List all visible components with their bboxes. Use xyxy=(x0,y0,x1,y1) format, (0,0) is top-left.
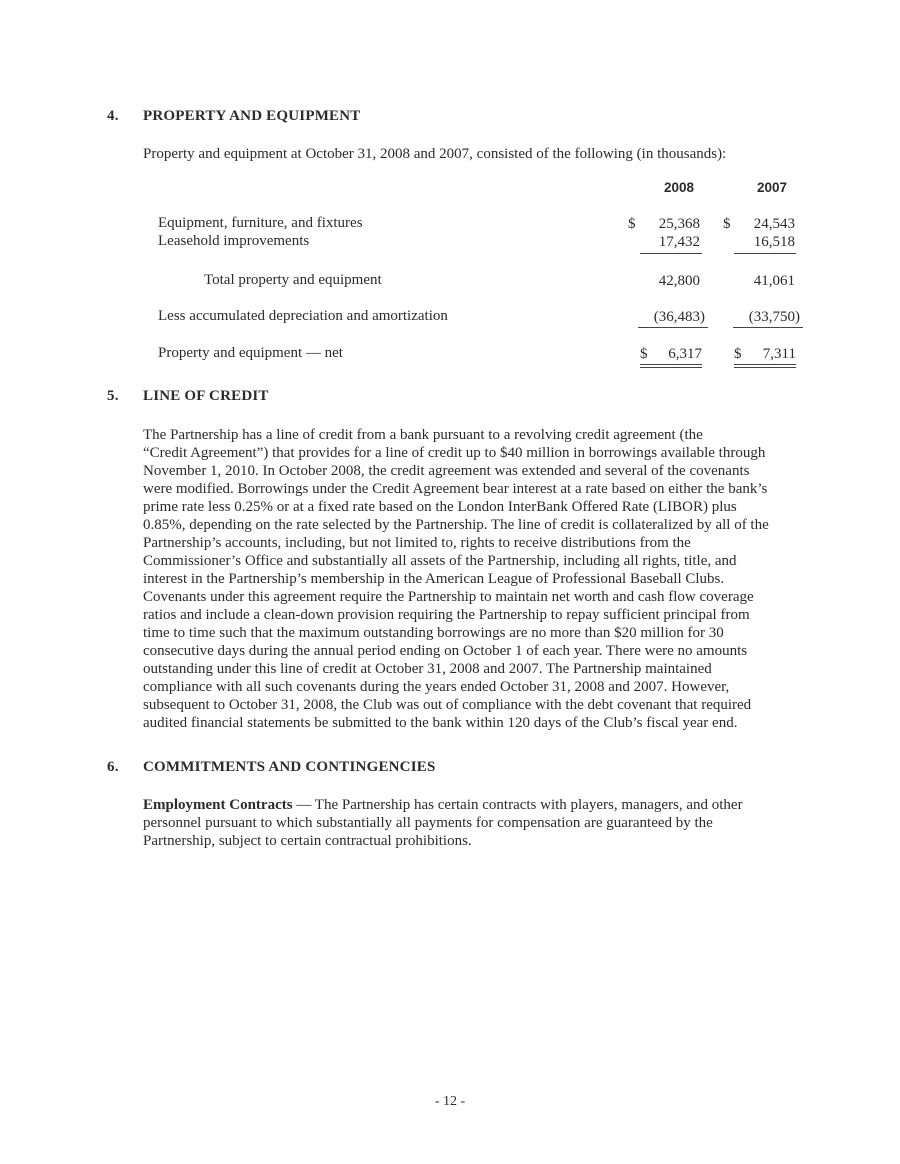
cell-value: 6,317 xyxy=(668,346,702,362)
paragraph-line: Covenants under this agreement require the Partnership to maintain net worth and cash flow coverage xyxy=(143,589,754,605)
section-5-heading xyxy=(107,388,269,405)
paragraph-line: interest in the Partnership’s membership in the American League of Professional Baseball Clubs. xyxy=(143,571,725,587)
cell-value: 7,311 xyxy=(762,346,796,362)
paragraph-line: personnel pursuant to which substantially all payments for compensation are guaranteed by the xyxy=(143,815,713,831)
section-title: LINE OF CREDIT xyxy=(143,388,269,404)
row-label-total: Total property and equipment xyxy=(204,272,382,288)
row-label-equipment: Equipment, furniture, and fixtures xyxy=(158,215,363,231)
cell-net-2008 xyxy=(640,345,702,363)
section-4-heading xyxy=(107,108,361,125)
lead-line-rest: — The Partnership has certain contracts with players, managers, and other xyxy=(292,797,743,813)
subtotal-rule-2007 xyxy=(734,253,796,254)
paragraph-line: compliance with all such covenants during the years ended October 31, 2008 and 2007. However, xyxy=(143,679,730,695)
paragraph-line: audited financial statements be submitted to the bank within 120 days of the Club’s fiscal year end. xyxy=(143,715,738,731)
net-double-rule-top-2008 xyxy=(640,364,702,365)
cell-equipment-2008 xyxy=(628,215,700,233)
row-label-net: Property and equipment — net xyxy=(158,345,343,361)
cell-value: 42,800 xyxy=(658,273,700,289)
row-label-depreciation: Less accumulated depreciation and amortization xyxy=(158,308,448,324)
currency-symbol: $ xyxy=(723,216,731,232)
currency-symbol: $ xyxy=(640,346,648,362)
paragraph-line: 0.85%, depending on the rate selected by the Partnership. The line of credit is collateralized by all of the xyxy=(143,517,769,533)
section-title: PROPERTY AND EQUIPMENT xyxy=(143,108,361,124)
paragraph-line: Commissioner’s Office and substantially all assets of the Partnership, including all rights, title, and xyxy=(143,553,737,569)
cell-value: (36,483) xyxy=(653,309,705,325)
net-double-rule-bottom-2007 xyxy=(734,367,796,368)
currency-symbol: $ xyxy=(628,216,636,232)
paragraph-line: consecutive days during the annual period ending on October 1 of each year. There were no amounts xyxy=(143,643,748,659)
paragraph-line: ratios and include a clean-down provision requiring the Partnership to repay sufficient principal from xyxy=(143,607,750,623)
cell-depreciation-2007 xyxy=(728,308,800,326)
cell-value: 25,368 xyxy=(658,216,700,232)
paragraph-line: Partnership, subject to certain contractual prohibitions. xyxy=(143,833,472,849)
currency-symbol: $ xyxy=(734,346,742,362)
cell-net-2007 xyxy=(734,345,796,363)
paragraph-line: time to time such that the maximum outstanding borrowings are no more than $20 million for 30 xyxy=(143,625,724,641)
cell-value: 41,061 xyxy=(753,273,795,289)
cell-leasehold-2007 xyxy=(723,233,795,251)
employment-contracts-lead: Employment Contracts xyxy=(143,797,293,813)
section-6-heading xyxy=(107,759,436,776)
page-number: - 12 - xyxy=(434,1094,466,1109)
cell-value: 17,432 xyxy=(658,234,700,250)
depreciation-rule-2008 xyxy=(638,327,708,328)
cell-value: (33,750) xyxy=(748,309,800,325)
paragraph-line: The Partnership has a line of credit from a bank pursuant to a revolving credit agreement (the xyxy=(143,427,703,443)
depreciation-rule-2007 xyxy=(733,327,803,328)
section-number: 5. xyxy=(107,388,119,404)
paragraph-line: subsequent to October 31, 2008, the Club was out of compliance with the debt covenant that required xyxy=(143,697,752,713)
net-double-rule-bottom-2008 xyxy=(640,367,702,368)
cell-value: 16,518 xyxy=(753,234,795,250)
line-of-credit-paragraph xyxy=(143,426,823,732)
paragraph-line: outstanding under this line of credit at October 31, 2008 and 2007. The Partnership maintained xyxy=(143,661,712,677)
paragraph-line: Partnership’s accounts, including, but not limited to, rights to receive distributions from the xyxy=(143,535,691,551)
cell-depreciation-2008 xyxy=(633,308,705,326)
cell-value: 24,543 xyxy=(753,216,795,232)
paragraph-line xyxy=(143,796,823,814)
cell-leasehold-2008 xyxy=(628,233,700,251)
column-header-2007: 2007 xyxy=(756,180,787,195)
paragraph-line: prime rate less 0.25% or at a fixed rate based on the London InterBank Offered Rate (LIBOR) plus xyxy=(143,499,737,515)
commitments-paragraph xyxy=(143,796,823,850)
column-header-2008: 2008 xyxy=(663,180,694,195)
paragraph-line: were modified. Borrowings under the Credit Agreement bear interest at a rate based on either the bank’s xyxy=(143,481,768,497)
cell-equipment-2007 xyxy=(723,215,795,233)
cell-total-2007 xyxy=(723,272,795,290)
section-number: 6. xyxy=(107,759,119,775)
subtotal-rule-2008 xyxy=(640,253,702,254)
paragraph-line: “Credit Agreement”) that provides for a line of credit up to $40 million in borrowings available through xyxy=(143,445,766,461)
section-title: COMMITMENTS AND CONTINGENCIES xyxy=(143,759,436,775)
paragraph-line: November 1, 2010. In October 2008, the credit agreement was extended and several of the covenants xyxy=(143,463,750,479)
section-number: 4. xyxy=(107,108,119,124)
row-label-leasehold: Leasehold improvements xyxy=(158,233,310,249)
section-4-intro: Property and equipment at October 31, 2008 and 2007, consisted of the following (in thousands): xyxy=(143,146,727,162)
cell-total-2008 xyxy=(628,272,700,290)
net-double-rule-top-2007 xyxy=(734,364,796,365)
